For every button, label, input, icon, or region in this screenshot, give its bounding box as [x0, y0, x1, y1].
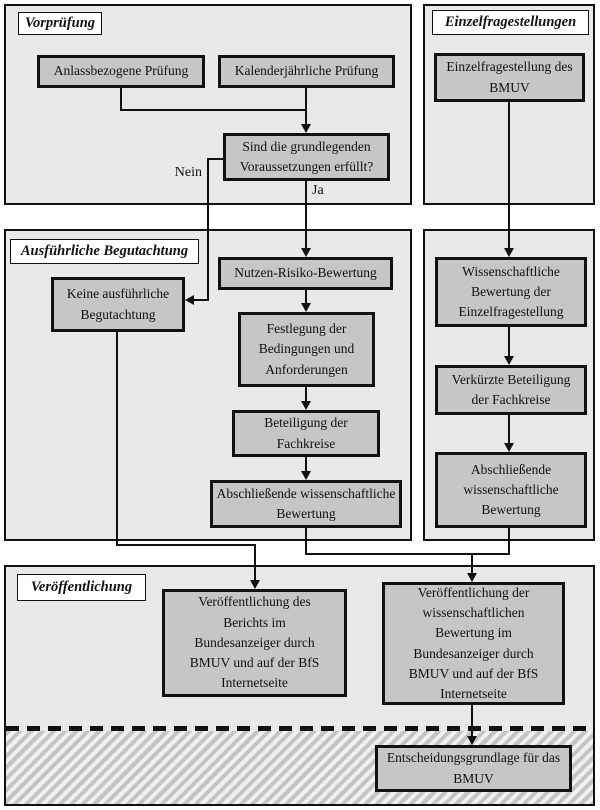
arrowhead-into-entscheidungsgrundlage: [467, 736, 477, 745]
node-keine-begutachtung: Keine ausführliche Begutachtung: [51, 277, 185, 332]
connector-nutzen-festlegung: [305, 290, 307, 304]
node-verkuerzte-beteiligung: Verkürzte Beteiligung der Fachkreise: [435, 365, 587, 415]
arrowhead-into-verkuerzte: [504, 356, 514, 365]
node-entscheidung-voraussetzungen: Sind die grundlegenden Voraussetzungen erfüllt?: [223, 133, 390, 181]
node-nutzen-risiko-bewertung: Nutzen-Risiko-Bewertung: [218, 257, 393, 290]
header-veroeffentlichung: Veröffentlichung: [17, 574, 146, 601]
connector-keine-horizontal: [116, 544, 256, 546]
connector-wiss-verkuerzt: [508, 327, 510, 357]
connector-beteiligung-abschliessend: [305, 457, 307, 472]
node-veroeffentlichung-bericht: Veröffentlichung des Berichts im Bundesanzeiger durch BMUV und auf der BfS Internetseite: [162, 589, 347, 697]
edge-label-nein: Nein: [174, 165, 202, 180]
node-anlassbezogene-pruefung: Anlassbezogene Prüfung: [37, 55, 205, 88]
node-einzelfragestellung-bmuv: Einzelfragestellung des BMUV: [434, 53, 585, 102]
connector-kalender-down: [305, 87, 307, 125]
arrowhead-into-veroeff-bericht: [250, 580, 260, 589]
connector-nein-into-keine: [192, 299, 208, 301]
connector-nein-exit: [207, 158, 223, 160]
connector-entscheidung-down: [471, 705, 473, 737]
node-entscheidungsgrundlage-bmuv: Entscheidungsgrundlage für das BMUV: [375, 745, 572, 792]
arrowhead-into-veroeff-wiss: [467, 573, 477, 582]
node-festlegung-bedingungen: Festlegung der Bedingungen und Anforderungen: [238, 312, 375, 387]
arrowhead-into-entscheidung: [301, 124, 311, 133]
connector-festlegung-beteiligung: [305, 387, 307, 402]
header-einzelfragestellungen: Einzelfragestellungen: [432, 10, 589, 35]
header-vorpruefung: Vorprüfung: [18, 12, 102, 35]
connector-join-drop: [471, 553, 473, 574]
connector-join-horizontal: [305, 553, 510, 555]
arrowhead-into-festlegung: [301, 303, 311, 312]
arrowhead-into-keine-begutachtung: [185, 295, 194, 305]
node-wiss-bewertung-einzelfrage: Wissenschaftliche Bewertung der Einzelfragestellung: [435, 257, 587, 327]
connector-abschliessend-rechts-down: [508, 528, 510, 555]
connector-keine-down: [116, 332, 118, 546]
connector-nein-down: [207, 158, 209, 301]
node-kalenderjaehrliche-pruefung: Kalenderjährliche Prüfung: [218, 55, 395, 88]
arrowhead-into-beteiligung: [301, 401, 311, 410]
arrowhead-into-nutzen: [301, 248, 311, 257]
node-beteiligung-fachkreise: Beteiligung der Fachkreise: [232, 410, 380, 457]
connector-abschliessend-links-down: [305, 528, 307, 555]
edge-label-ja: Ja: [312, 183, 324, 198]
arrowhead-into-abschliessend-links: [301, 471, 311, 480]
header-ausfuehrliche-begutachtung: Ausführliche Begutachtung: [10, 239, 199, 264]
arrowhead-into-wiss-bewertung: [504, 248, 514, 257]
connector-verkuerzt-abschliessend: [508, 415, 510, 444]
arrowhead-into-abschliessend-rechts: [504, 443, 514, 452]
connector-merge-horizontal: [120, 109, 307, 111]
connector-anlass-down: [120, 87, 122, 111]
connector-keine-drop: [254, 544, 256, 581]
node-abschliessende-bewertung-links: Abschließende wissenschaftliche Bewertung: [210, 480, 402, 528]
connector-bmuv-down: [508, 102, 510, 249]
dashed-divider-line: [6, 726, 593, 731]
node-veroeffentlichung-wiss-bewertung: Veröffentlichung der wissenschaftlichen Bewertung im Bundesanzeiger durch BMUV und auf der BfS Internetseite: [382, 582, 565, 705]
node-abschliessende-bewertung-rechts: Abschließende wissenschaftliche Bewertung: [435, 452, 587, 528]
connector-ja-down: [305, 181, 307, 249]
